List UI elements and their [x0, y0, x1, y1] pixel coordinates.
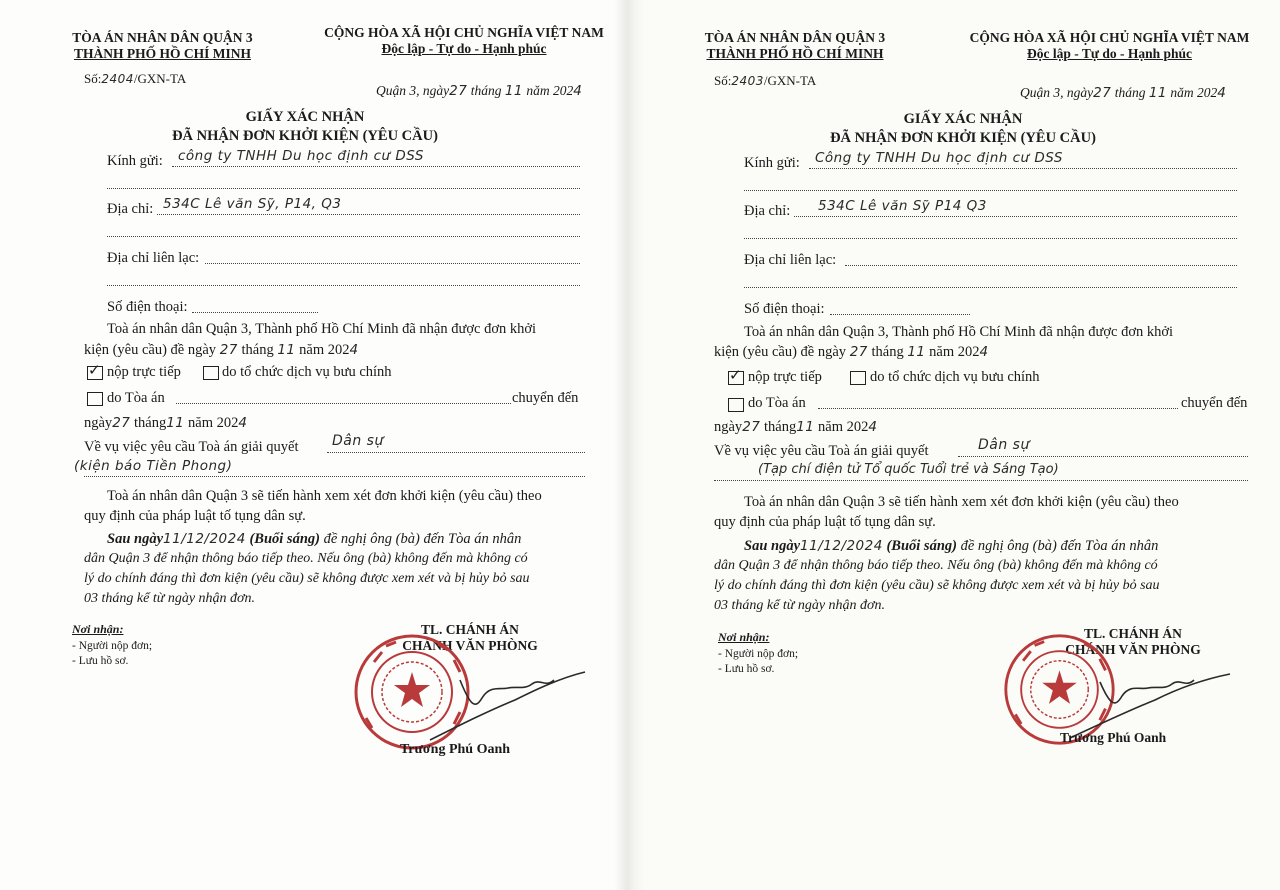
transfer-label: chuyển đến — [1181, 395, 1248, 411]
fill-line — [172, 166, 580, 167]
fill-line — [744, 190, 1237, 191]
transfer-date: ngày27 tháng11 năm 2024 — [84, 415, 248, 431]
matter-value-1: Dân sự — [978, 437, 1030, 453]
fill-line — [157, 214, 580, 215]
recipient-2: - Lưu hồ sơ. — [72, 655, 129, 667]
dien-thoai-label: Số điện thoại: — [744, 301, 825, 317]
notice-line2: dân Quận 3 để nhận thông báo tiếp theo. Nếu ông (bà) không đến mà không có — [84, 551, 528, 566]
option-court-label: do Tòa án — [748, 395, 806, 411]
fill-line — [818, 408, 1178, 409]
recipient-1: - Người nộp đơn; — [72, 640, 153, 652]
fill-line — [107, 236, 580, 237]
notice-line3: lý do chính đáng thì đơn kiện (yêu cầu) sẽ không được xem xét và bị hủy bỏ sau — [84, 571, 530, 586]
recipient-1: - Người nộp đơn; — [718, 648, 799, 660]
lien-lac-label: Địa chỉ liên lạc: — [107, 250, 200, 266]
matter-label: Về vụ việc yêu cầu Toà án giải quyết — [84, 439, 299, 455]
dia-chi-value: 534C Lê văn Sỹ P14 Q3 — [818, 198, 987, 214]
dia-chi-label: Địa chỉ: — [744, 203, 791, 219]
fill-line — [327, 452, 585, 453]
signer-title-1: TL. CHÁNH ÁN — [1084, 626, 1182, 641]
consider-line2: quy định của pháp luật tố tụng dân sự. — [714, 514, 936, 530]
recipients-label: Nơi nhận: — [72, 622, 124, 636]
document-right — [640, 0, 1280, 890]
matter-value-2: (Tạp chí điện tử Tổ quốc Tuổi trẻ và Sáng Tạo) — [758, 462, 1059, 477]
signer-name: Trương Phú Oanh — [1060, 730, 1167, 745]
court-name: TÒA ÁN NHÂN DÂN QUẬN 3 — [72, 30, 253, 45]
doc-number-handwritten: 2404 — [101, 72, 134, 86]
court-city: THÀNH PHỐ HỒ CHÍ MINH — [73, 46, 251, 61]
signer-title-1: TL. CHÁNH ÁN — [421, 622, 519, 637]
issue-date: Quận 3, ngày27 tháng 11 năm 2024 — [1020, 85, 1227, 101]
fill-line — [714, 480, 1248, 481]
fill-line — [845, 265, 1237, 266]
checkbox-postal[interactable] — [850, 371, 866, 385]
fill-line — [107, 188, 580, 189]
fill-line — [192, 312, 318, 313]
recipient-2: - Lưu hồ sơ. — [718, 663, 775, 675]
kinh-gui-value: Công ty TNHH Du học định cư DSS — [815, 150, 1063, 166]
issue-date: Quận 3, ngày27 tháng 11 năm 2024 — [376, 83, 583, 99]
transfer-label: chuyển đến — [512, 390, 579, 406]
fill-line — [744, 287, 1237, 288]
fill-line — [744, 238, 1237, 239]
kinh-gui-label: Kính gửi: — [107, 153, 163, 169]
option-direct-label: nộp trực tiếp — [748, 369, 822, 385]
matter-value-1: Dân sự — [332, 433, 384, 449]
checkbox-postal[interactable] — [203, 366, 219, 380]
kinh-gui-label: Kính gửi: — [744, 155, 800, 171]
notice-line4: 03 tháng kể từ ngày nhận đơn. — [714, 598, 886, 613]
title-line1: GIẤY XÁC NHẬN — [245, 109, 365, 125]
after-date-line: Sau ngày11/12/2024 (Buổi sáng) đề nghị ông (bà) đến Tòa án nhân — [744, 538, 1159, 554]
nation-motto: Độc lập - Tự do - Hạnh phúc — [1026, 46, 1193, 61]
received-date: kiện (yêu cầu) đề ngày 27 tháng 11 năm 2024 — [714, 344, 989, 360]
check-icon: ✓ — [88, 361, 101, 379]
check-icon: ✓ — [729, 366, 742, 384]
signer-title-2: CHÁNH VĂN PHÒNG — [402, 638, 538, 653]
title-line2: ĐÃ NHẬN ĐƠN KHỞI KIỆN (YÊU CẦU) — [172, 128, 438, 144]
notice-line2: dân Quận 3 để nhận thông báo tiếp theo. Nếu ông (bà) không đến mà không có — [714, 558, 1158, 573]
fill-line — [205, 263, 580, 264]
document-title — [160, 108, 450, 146]
fill-line — [794, 216, 1237, 217]
nation-name: CỘNG HÒA XÃ HỘI CHỦ NGHĨA VIỆT NAM — [969, 30, 1250, 45]
page-fold — [614, 0, 644, 890]
consider-line1: Toà án nhân dân Quận 3 sẽ tiến hành xem xét đơn khởi kiện (yêu cầu) theo — [744, 494, 1179, 510]
nation-header — [318, 25, 610, 57]
checkbox-court[interactable] — [87, 392, 103, 406]
nation-name: CỘNG HÒA XÃ HỘI CHỦ NGHĨA VIỆT NAM — [324, 25, 604, 40]
received-date: kiện (yêu cầu) đề ngày 27 tháng 11 năm 2024 — [84, 342, 359, 358]
consider-line1: Toà án nhân dân Quận 3 sẽ tiến hành xem xét đơn khởi kiện (yêu cầu) theo — [107, 488, 542, 504]
fill-line — [107, 285, 580, 286]
dia-chi-label: Địa chỉ: — [107, 201, 154, 217]
lien-lac-label: Địa chỉ liên lạc: — [744, 252, 837, 268]
court-header — [60, 30, 265, 62]
notice-line4: 03 tháng kể từ ngày nhận đơn. — [84, 591, 256, 606]
recipients-label: Nơi nhận: — [718, 630, 770, 644]
document-number: Số:2404/GXN-TA — [84, 71, 187, 86]
matter-value-2: (kiện báo Tiền Phong) — [74, 458, 233, 474]
doc-number-handwritten: 2403 — [731, 74, 764, 88]
title-line1: GIẤY XÁC NHẬN — [903, 111, 1023, 127]
signer-name: Trương Phú Oanh — [400, 742, 511, 757]
option-court-label: do Tòa án — [107, 390, 165, 406]
dia-chi-value: 534C Lê văn Sỹ, P14, Q3 — [163, 196, 342, 212]
transfer-date: ngày27 tháng11 năm 2024 — [714, 419, 878, 435]
option-direct-label: nộp trực tiếp — [107, 364, 181, 380]
title-line2: ĐÃ NHẬN ĐƠN KHỞI KIỆN (YÊU CẦU) — [830, 130, 1096, 146]
fill-line — [176, 403, 511, 404]
signature-icon — [420, 660, 600, 750]
fill-line — [958, 456, 1248, 457]
nation-header — [962, 30, 1257, 62]
court-city: THÀNH PHỐ HỒ CHÍ MINH — [706, 46, 884, 61]
notice-line3: lý do chính đáng thì đơn kiện (yêu cầu) sẽ không được xem xét và bị hủy bỏ sau — [714, 578, 1160, 593]
checkbox-court[interactable] — [728, 398, 744, 412]
matter-label: Về vụ việc yêu cầu Toà án giải quyết — [714, 443, 929, 459]
signer-title-2: CHÁNH VĂN PHÒNG — [1065, 642, 1201, 657]
document-title — [818, 110, 1108, 148]
consider-line2: quy định của pháp luật tố tụng dân sự. — [84, 508, 306, 524]
after-date-line: Sau ngày11/12/2024 (Buổi sáng) đề nghị ông (bà) đến Tòa án nhân — [107, 531, 522, 547]
kinh-gui-value: công ty TNHH Du học định cư DSS — [178, 148, 424, 164]
fill-line — [809, 168, 1237, 169]
received-text: Toà án nhân dân Quận 3, Thành phố Hồ Chí Minh đã nhận được đơn khởi — [744, 324, 1174, 340]
court-name: TÒA ÁN NHÂN DÂN QUẬN 3 — [704, 30, 886, 45]
dien-thoai-label: Số điện thoại: — [107, 299, 188, 315]
fill-line — [84, 476, 585, 477]
document-number: Số:2403/GXN-TA — [714, 73, 817, 88]
nation-motto: Độc lập - Tự do - Hạnh phúc — [381, 41, 547, 56]
option-postal-label: do tổ chức dịch vụ bưu chính — [870, 369, 1040, 385]
fill-line — [830, 314, 970, 315]
option-postal-label: do tổ chức dịch vụ bưu chính — [222, 364, 392, 380]
court-header — [695, 30, 895, 62]
received-text: Toà án nhân dân Quận 3, Thành phố Hồ Chí Minh đã nhận được đơn khởi — [107, 321, 537, 337]
